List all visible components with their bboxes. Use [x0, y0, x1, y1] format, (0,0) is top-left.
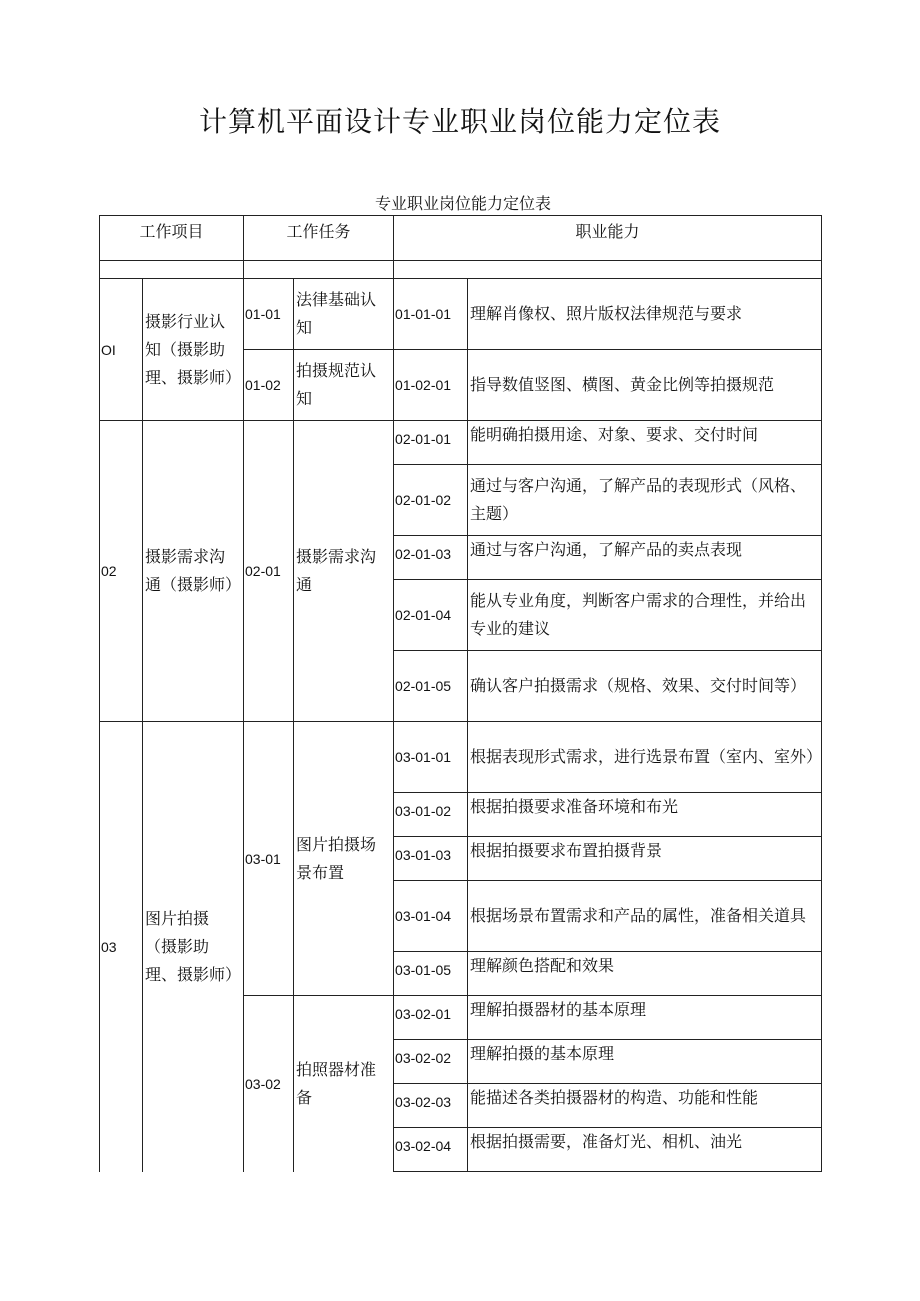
ability-code: 03-01-01	[394, 722, 468, 793]
ability-code: 03-02-02	[394, 1040, 468, 1084]
ability-text: 根据拍摄需要，准备灯光、相机、油光	[468, 1128, 822, 1172]
task-code: 03-02	[244, 996, 294, 1172]
table-caption: 专业职业岗位能力定位表	[374, 194, 551, 213]
task-name: 摄影需求沟通	[294, 421, 394, 722]
ability-text: 根据拍摄要求准备环境和布光	[468, 793, 822, 837]
ability-code: 02-01-01	[394, 421, 468, 465]
task-code: 03-01	[244, 722, 294, 996]
table-row	[100, 421, 822, 465]
ability-table	[99, 215, 822, 1172]
ability-text: 能描述各类拍摄器材的构造、功能和性能	[468, 1084, 822, 1128]
ability-text: 根据场景布置需求和产品的属性，准备相关道具	[468, 881, 822, 952]
header-spacer-row	[100, 261, 822, 279]
header-task: 工作任务	[244, 216, 394, 261]
task-name: 图片拍摄场景布置	[294, 722, 394, 996]
ability-code: 03-01-05	[394, 952, 468, 996]
table-row	[100, 722, 822, 793]
project-name: 摄影行业认知（摄影助理、摄影师）	[143, 279, 244, 421]
ability-text: 理解肖像权、照片版权法律规范与要求	[468, 279, 822, 350]
header-ability: 职业能力	[394, 216, 822, 261]
ability-code: 02-01-03	[394, 536, 468, 580]
task-name: 拍摄规范认知	[294, 350, 394, 421]
ability-text: 通过与客户沟通，了解产品的表现形式（风格、主题）	[468, 465, 822, 536]
ability-text: 根据拍摄要求布置拍摄背景	[468, 837, 822, 881]
ability-text: 能从专业角度，判断客户需求的合理性，并给出专业的建议	[468, 580, 822, 651]
ability-text: 理解拍摄器材的基本原理	[468, 996, 822, 1040]
ability-text: 理解颜色搭配和效果	[468, 952, 822, 996]
ability-text: 指导数值竖图、横图、黄金比例等拍摄规范	[468, 350, 822, 421]
project-code: 02	[100, 421, 143, 722]
ability-code: 02-01-02	[394, 465, 468, 536]
table-header-row	[100, 216, 822, 261]
ability-code: 03-02-01	[394, 996, 468, 1040]
ability-text: 通过与客户沟通，了解产品的卖点表现	[468, 536, 822, 580]
ability-code: 03-01-02	[394, 793, 468, 837]
ability-code: 01-02-01	[394, 350, 468, 421]
task-code: 02-01	[244, 421, 294, 722]
table-row	[100, 279, 822, 350]
ability-text: 能明确拍摄用途、对象、要求、交付时间	[468, 421, 822, 465]
ability-code: 02-01-04	[394, 580, 468, 651]
ability-code: 03-01-03	[394, 837, 468, 881]
ability-code: 03-02-03	[394, 1084, 468, 1128]
document-title: 计算机平面设计专业职业岗位能力定位表	[198, 105, 721, 138]
ability-code: 02-01-05	[394, 651, 468, 722]
ability-text: 确认客户拍摄需求（规格、效果、交付时间等）	[468, 651, 822, 722]
ability-code: 01-01-01	[394, 279, 468, 350]
task-code: 01-01	[244, 279, 294, 350]
project-name: 摄影需求沟通（摄影师）	[143, 421, 244, 722]
ability-text: 根据表现形式需求，进行选景布置（室内、室外）	[468, 722, 822, 793]
ability-code: 03-02-04	[394, 1128, 468, 1172]
task-code: 01-02	[244, 350, 294, 421]
ability-text: 理解拍摄的基本原理	[468, 1040, 822, 1084]
project-code: OI	[100, 279, 143, 421]
task-name: 拍照器材准备	[294, 996, 394, 1172]
task-name: 法律基础认知	[294, 279, 394, 350]
header-project: 工作项目	[100, 216, 244, 261]
project-code: 03	[100, 722, 143, 1172]
project-name: 图片拍摄（摄影助理、摄影师）	[143, 722, 244, 1172]
ability-code: 03-01-04	[394, 881, 468, 952]
